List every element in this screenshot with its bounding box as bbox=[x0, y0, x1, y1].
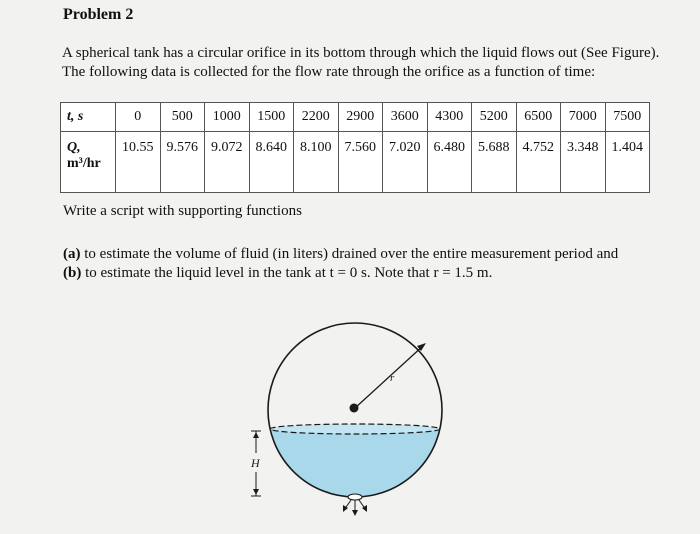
flow-rate-table bbox=[60, 102, 650, 193]
flow-cell: 5.688 bbox=[472, 132, 517, 193]
center-point bbox=[350, 404, 359, 413]
time-cell: 5200 bbox=[472, 103, 517, 132]
statement-line-1: A spherical tank has a circular orifice in its bottom through which the liquid flows out (See Figure). bbox=[62, 45, 660, 61]
flow-cell: 6.480 bbox=[427, 132, 472, 193]
time-cell: 4300 bbox=[427, 103, 472, 132]
flow-header bbox=[61, 132, 116, 193]
flow-cell: 1.404 bbox=[605, 132, 650, 193]
height-arrow-up bbox=[253, 432, 259, 438]
time-cell: 2200 bbox=[294, 103, 339, 132]
flow-cell: 9.072 bbox=[205, 132, 250, 193]
flow-cell: 7.020 bbox=[383, 132, 428, 193]
problem-statement bbox=[62, 44, 682, 82]
outflow-arrowhead-center bbox=[352, 510, 358, 516]
time-cell: 2900 bbox=[338, 103, 383, 132]
flow-header-unit: m³/hr bbox=[67, 156, 101, 171]
flow-cell: 8.640 bbox=[249, 132, 294, 193]
part-b bbox=[63, 264, 618, 283]
time-cell: 7500 bbox=[605, 103, 650, 132]
flow-cell: 7.560 bbox=[338, 132, 383, 193]
flow-cell: 9.576 bbox=[160, 132, 205, 193]
flow-cell: 3.348 bbox=[561, 132, 606, 193]
time-cell: 0 bbox=[116, 103, 161, 132]
time-cell: 500 bbox=[160, 103, 205, 132]
part-b-text: to estimate the liquid level in the tank at t = 0 s. Note that r = 1.5 m. bbox=[85, 265, 493, 281]
part-a-label: (a) bbox=[63, 246, 81, 262]
radius-label: r bbox=[390, 372, 395, 384]
flow-cell: 4.752 bbox=[516, 132, 561, 193]
task-instruction: Write a script with supporting functions bbox=[63, 203, 302, 219]
problem-heading: Problem 2 bbox=[63, 6, 134, 23]
time-cell: 6500 bbox=[516, 103, 561, 132]
time-cell: 7000 bbox=[561, 103, 606, 132]
time-header: t, s bbox=[61, 103, 116, 132]
part-a bbox=[63, 245, 618, 264]
time-row bbox=[61, 103, 650, 132]
task-parts bbox=[63, 245, 618, 283]
height-label: H bbox=[251, 456, 260, 470]
part-a-text: to estimate the volume of fluid (in liters) drained over the entire measurement period and bbox=[84, 246, 619, 262]
flow-cell: 10.55 bbox=[116, 132, 161, 193]
part-b-label: (b) bbox=[63, 265, 82, 281]
statement-line-2: The following data is collected for the flow rate through the orifice as a function of time: bbox=[62, 64, 596, 80]
time-cell: 1000 bbox=[205, 103, 250, 132]
flow-row bbox=[61, 132, 650, 193]
spherical-tank-figure bbox=[240, 290, 460, 522]
height-arrow-down bbox=[253, 489, 259, 495]
flow-header-symbol: Q, bbox=[67, 140, 81, 155]
flow-cell: 8.100 bbox=[294, 132, 339, 193]
time-cell: 1500 bbox=[249, 103, 294, 132]
liquid-surface bbox=[270, 424, 440, 434]
time-cell: 3600 bbox=[383, 103, 428, 132]
orifice bbox=[348, 494, 362, 500]
